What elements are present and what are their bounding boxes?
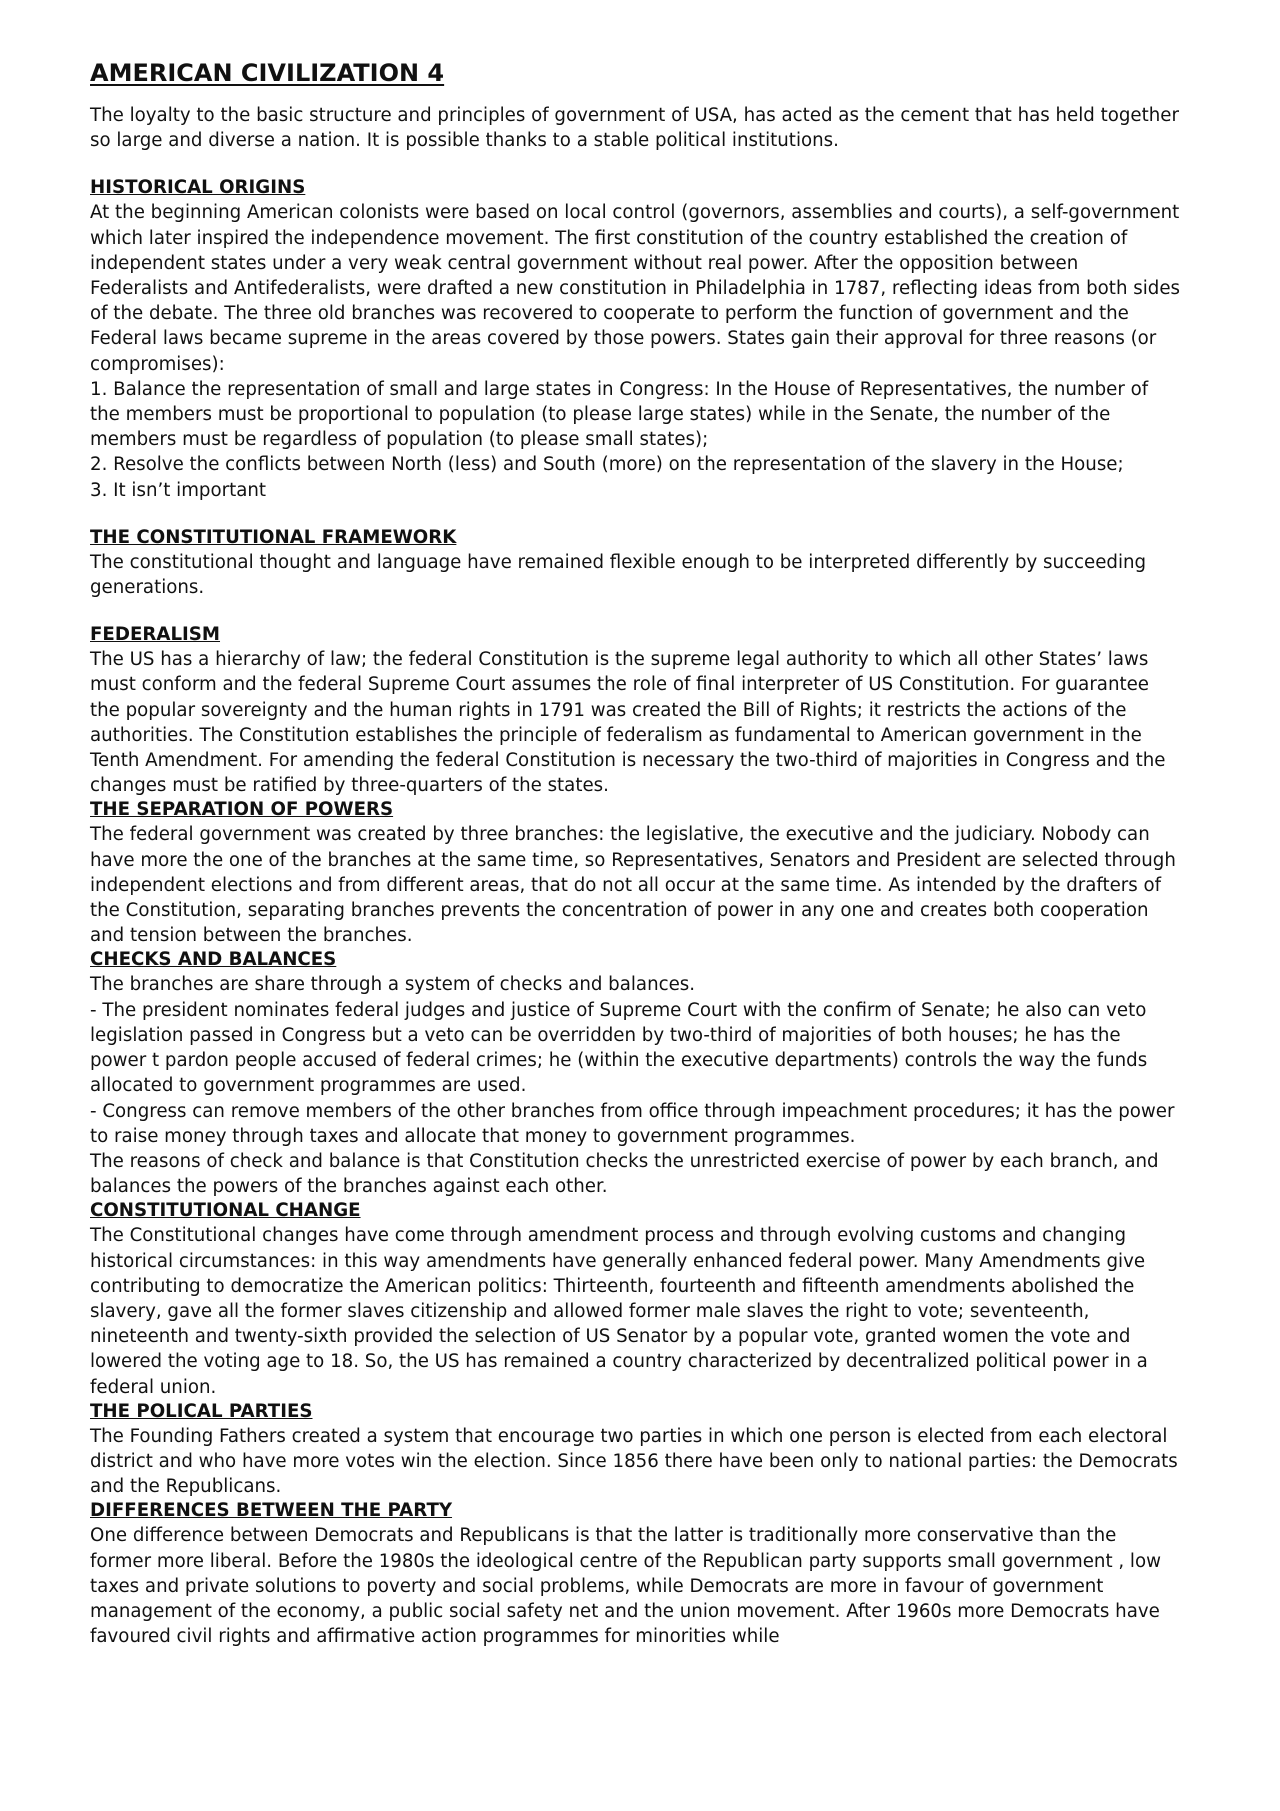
section-paragraph: The constitutional thought and language have remained flexible enough to be interpreted differently by succeeding generations. [90,551,1147,599]
bullet-item-president: - The president nominates federal judges and justice of Supreme Court with the confirm of Senate; he also can veto legislation passed in Congress but a veto can be overridden by two-third of majorities of both houses; he has the power t pardon people accused of federal crimes; he (within the executive departments) controls the way the funds allocated to government programmes are used. [90,999,1148,1097]
section-paragraph: The Constitutional changes have come through amendment process and through evolving customs and changing historical circumstances: in this way amendments have generally enhanced federal power. Many Amendments give contributing to democratize the American politics: Thirteenth, fourteenth and fifteenth amendments abolished the slavery, gave all the former slaves citizenship and allowed former male slaves the right to vote; seventeenth, nineteenth and twenty-sixth provided the selection of US Senator by a popular vote, granted women the vote and lowered the voting age to 18. So, the US has remained a country characterized by decentralized political power in a federal union. [90,1225,1148,1398]
section-heading-constitutional-framework: THE CONSTITUTIONAL FRAMEWORK [90,526,457,548]
intro-paragraph: The loyalty to the basic structure and principles of government of USA, has acted as the cement that has held together so large and diverse a nation. It is possible thanks to a stable political institutions. [90,105,1179,152]
section-paragraph: The branches are share through a system of checks and balances. [90,974,696,996]
section-heading-federalism: FEDERALISM [90,624,221,646]
section-heading-historical-origins: HISTORICAL ORIGINS [90,177,306,199]
section-heading-political-parties: THE POLICAL PARTIES [90,1400,313,1422]
section-heading-checks-and-balances: CHECKS AND BALANCES [90,949,337,971]
list-item-2: 2. Resolve the conflicts between North (less) and South (more) on the representation of the slavery in the House; [90,454,1124,476]
section-heading-separation-of-powers: THE SEPARATION OF POWERS [90,799,394,821]
section-paragraph: One difference between Democrats and Republicans is that the latter is traditionally more conservative than the former more liberal. Before the 1980s the ideological centre of the Republican party supports small government , low taxes and private solutions to poverty and social problems, while Democrats are more in favour of government management of the economy, a public social safety net and the union movement. After 1960s more Democrats have favoured civil rights and affirmative action programmes for minorities while [90,1525,1161,1648]
section-paragraph: The Founding Fathers created a system that encourage two parties in which one person is elected from each electoral district and who have more votes win the election. Since 1856 there have been only to national parties: the Democrats and the Republicans. [90,1425,1178,1498]
spacer [90,153,1180,176]
section-paragraph: The reasons of check and balance is that Constitution checks the unrestricted exercise of power by each branch, and balances the powers of the branches against each other. [90,1150,1159,1198]
section-heading-constitutional-change: CONSTITUTIONAL CHANGE [90,1200,361,1222]
section-paragraph: At the beginning American colonists were based on local control (governors, assemblies and courts), a self-government which later inspired the independence movement. The first constitution of the country established the creation of independent states under a very weak central government without real power. After the opposition between Federalists and Antifederalists, were drafted a new constitution in Philadelphia in 1787, reflecting ideas from both sides of the debate. The three old branches was recovered to cooperate to perform the function of government and the Federal laws became supreme in the areas covered by those powers. States gain their approval for three reasons (or compromises): [90,202,1180,375]
spacer [90,503,1180,526]
list-item-3: 3. It isn’t important [90,479,267,501]
section-paragraph: The federal government was created by three branches: the legislative, the executive and the judiciary. Nobody can have more the one of the branches at the same time, so Representatives, Senators and President are selected through independent elections and from different areas, that do not all occur at the same time. As intended by the drafters of the Constitution, separating branches prevents the concentration of power in any one and creates both cooperation and tension between the branches. [90,824,1176,947]
bullet-item-congress: - Congress can remove members of the other branches from office through impeachment procedures; it has the power to raise money through taxes and allocate that money to government programmes. [90,1100,1175,1147]
section-heading-party-differences: DIFFERENCES BETWEEN THE PARTY [90,1500,453,1522]
spacer [90,600,1180,623]
section-paragraph: The US has a hierarchy of law; the federal Constitution is the supreme legal authority to which all other States’ laws must conform and the federal Supreme Court assumes the role of final interpreter of US Constitution. For guarantee the popular sovereignty and the human rights in 1791 was created the Bill of Rights; it restricts the actions of the authorities. The Constitution establishes the principle of federalism as fundamental to American government in the Tenth Amendment. For amending the federal Constitution is necessary the two-third of majorities in Congress and the changes must be ratified by three-quarters of the states. [90,649,1166,797]
list-item-1: 1. Balance the representation of small and large states in Congress: In the House of Representatives, the number of the members must be proportional to population (to please large states) while in the Senate, the number of the members must be regardless of population (to please small states); [90,378,1149,451]
document-title: AMERICAN CIVILIZATION 4 [90,59,445,87]
